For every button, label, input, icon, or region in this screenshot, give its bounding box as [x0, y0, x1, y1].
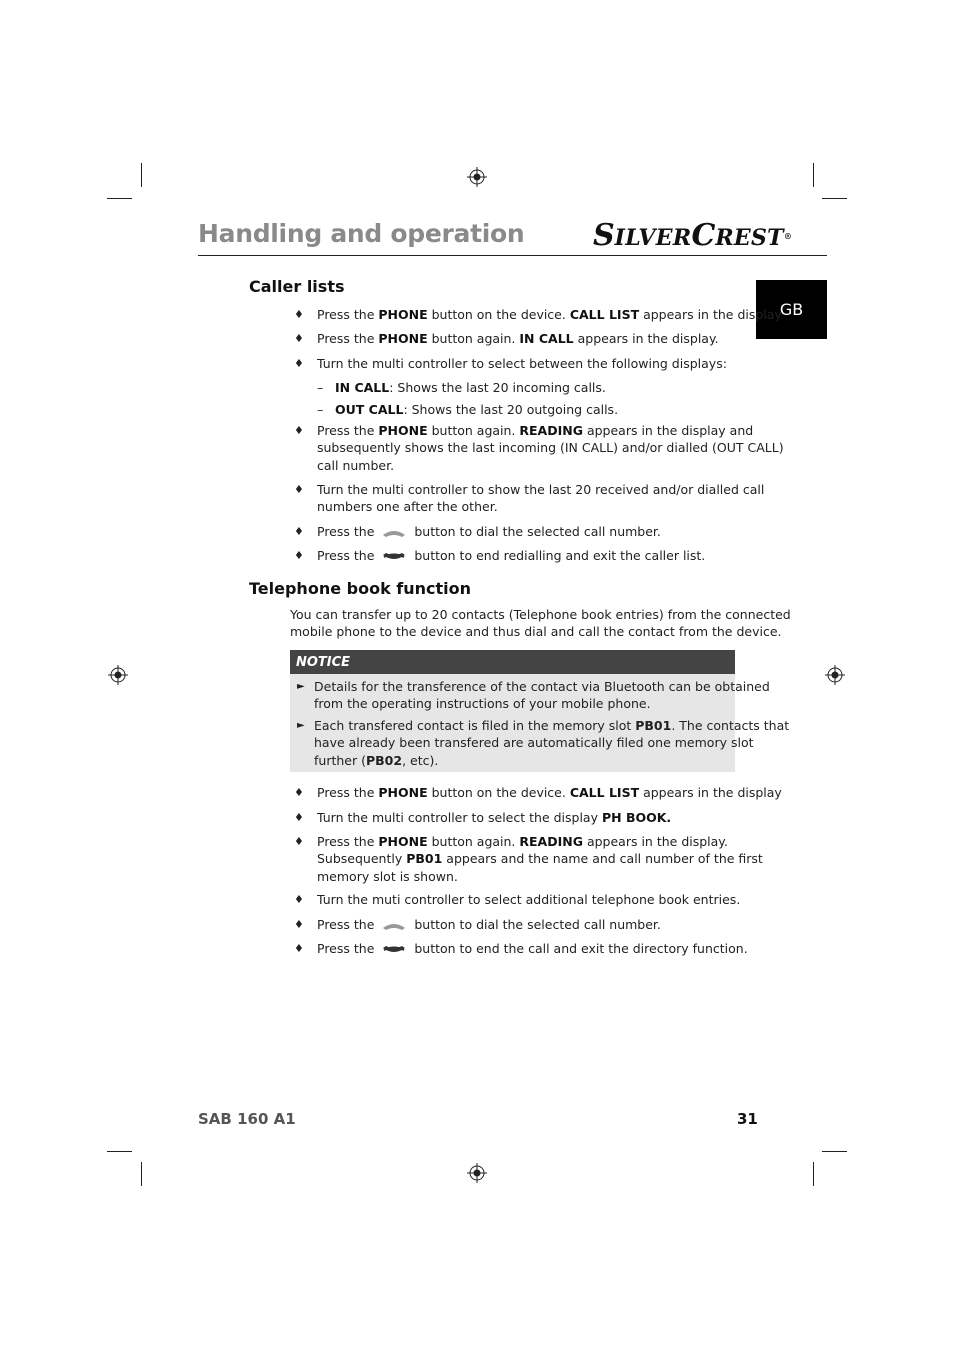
- crop-mark: [813, 1162, 814, 1186]
- list-item: ♦ Press the PHONE button on the device. CALL LIST appears in the display: [294, 307, 782, 322]
- registration-mark-icon: [467, 167, 487, 187]
- bullet-icon: ♦: [294, 357, 304, 370]
- bullet-icon: ♦: [294, 308, 304, 321]
- phone-end-icon: [381, 945, 407, 955]
- footer-model: SAB 160 A1: [198, 1110, 296, 1128]
- bullet-icon: ♦: [294, 549, 304, 562]
- sub-list-item: – OUT CALL: Shows the last 20 outgoing calls.: [317, 402, 619, 417]
- notice-item: ► Each transfered contact is filed in the memory slot PB01. The contacts that have already been transfered are automatically filed one memory slot further (PB02, etc).: [297, 718, 790, 768]
- page-number: 31: [737, 1110, 758, 1128]
- crop-mark: [141, 1162, 142, 1186]
- registration-mark-icon: [108, 665, 128, 685]
- crop-mark: [822, 198, 847, 199]
- list-item: ♦ Turn the multi controller to select the display PH BOOK.: [294, 810, 672, 825]
- header-rule: [198, 255, 827, 256]
- registration-mark-icon: [825, 665, 845, 685]
- bullet-icon: ♦: [294, 942, 304, 955]
- language-tab: GB: [756, 280, 827, 339]
- notice-item: ► Details for the transference of the contact via Bluetooth can be obtained from the operating instructions of your mobile phone.: [297, 679, 770, 712]
- bullet-icon: ♦: [294, 483, 304, 496]
- list-item: ♦ Press the button to end redialling and exit the caller list.: [294, 548, 706, 563]
- list-item: ♦ Turn the multi controller to select between the following displays:: [294, 356, 727, 371]
- crop-mark: [813, 163, 814, 187]
- list-item: ♦ Press the PHONE button again. IN CALL appears in the display.: [294, 331, 719, 346]
- registration-mark-icon: [467, 1163, 487, 1183]
- bullet-icon: ♦: [294, 424, 304, 437]
- notice-title: NOTICE: [290, 650, 735, 674]
- bullet-icon: ♦: [294, 835, 304, 848]
- bullet-icon: ♦: [294, 918, 304, 931]
- list-item: ♦ Press the PHONE button again. READING appears in the display and subsequently shows the last incoming (IN CALL) and/or dialled (OUT CALL) call number.: [294, 423, 784, 473]
- page-title: Handling and operation: [198, 219, 525, 248]
- bullet-icon: ♦: [294, 332, 304, 345]
- crop-mark: [141, 163, 142, 187]
- triangle-bullet-icon: ►: [297, 681, 305, 692]
- phone-call-icon: [381, 528, 407, 538]
- bullet-icon: ♦: [294, 786, 304, 799]
- list-item: ♦ Press the button to dial the selected call number.: [294, 917, 661, 932]
- triangle-bullet-icon: ►: [297, 720, 305, 731]
- dash-icon: –: [317, 402, 324, 417]
- list-item: ♦ Turn the multi controller to show the last 20 received and/or dialled call numbers one after the other.: [294, 482, 765, 515]
- list-item: ♦ Press the PHONE button on the device. CALL LIST appears in the display: [294, 785, 782, 800]
- section-heading-telephone-book: Telephone book function: [249, 579, 472, 598]
- crop-mark: [107, 198, 132, 199]
- list-item: ♦ Press the button to dial the selected call number.: [294, 524, 661, 539]
- sub-list-item: – IN CALL: Shows the last 20 incoming calls.: [317, 380, 606, 395]
- section-heading-caller-lists: Caller lists: [249, 277, 345, 296]
- crop-mark: [822, 1151, 847, 1152]
- list-item: ♦ Press the PHONE button again. READING appears in the display. Subsequently PB01 appears and the name and call number of the first memory slot is shown.: [294, 834, 763, 884]
- bullet-icon: ♦: [294, 811, 304, 824]
- intro-paragraph: You can transfer up to 20 contacts (Telephone book entries) from the connected mobile phone to the device and thus dial and call the contact from the device.: [290, 607, 791, 640]
- dash-icon: –: [317, 380, 324, 395]
- phone-call-icon: [381, 921, 407, 931]
- bullet-icon: ♦: [294, 893, 304, 906]
- list-item: ♦ Press the button to end the call and exit the directory function.: [294, 941, 748, 956]
- list-item: ♦ Turn the muti controller to select additional telephone book entries.: [294, 892, 741, 907]
- phone-end-icon: [381, 552, 407, 562]
- crop-mark: [107, 1151, 132, 1152]
- bullet-icon: ♦: [294, 525, 304, 538]
- brand-logo: SILVERCREST®: [593, 218, 792, 253]
